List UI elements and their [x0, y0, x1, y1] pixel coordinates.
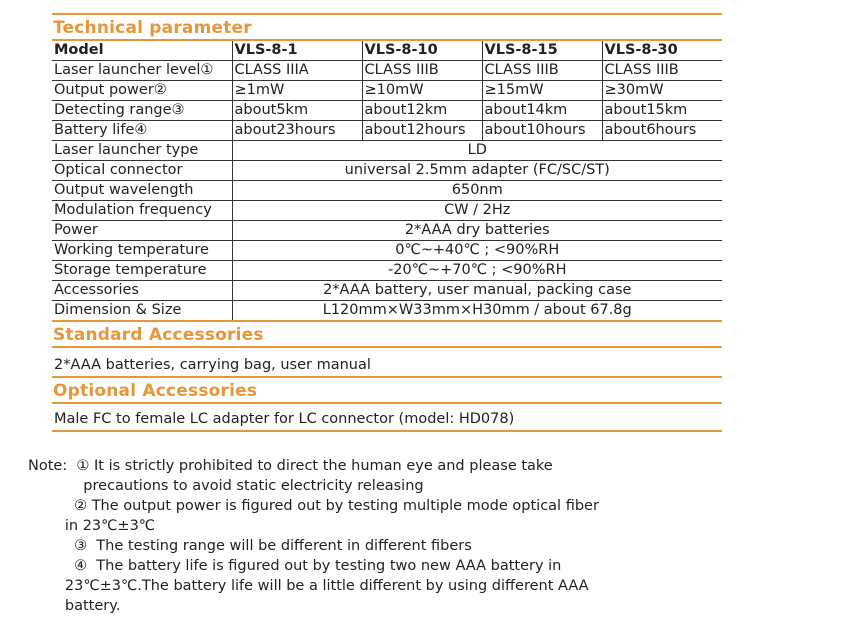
table-row	[52, 181, 722, 201]
table-row	[52, 61, 722, 81]
table-header-row	[52, 41, 722, 61]
table-cell: about23hours	[232, 121, 362, 141]
table-cell: VLS-8-15	[482, 41, 602, 61]
table-cell: Laser launcher level①	[52, 61, 232, 81]
table-cell: about12km	[362, 101, 482, 121]
table-cell: universal 2.5mm adapter (FC/SC/ST)	[232, 161, 722, 181]
table-cell: Laser launcher type	[52, 141, 232, 161]
table-cell: Accessories	[52, 281, 232, 301]
table-cell: Output wavelength	[52, 181, 232, 201]
table-cell: 650nm	[232, 181, 722, 201]
table-cell: about14km	[482, 101, 602, 121]
table-row	[52, 281, 722, 301]
technical-parameter-table	[52, 41, 722, 320]
table-row	[52, 161, 722, 181]
table-cell: L120mm×W33mm×H30mm / about 67.8g	[232, 301, 722, 321]
table-cell: ≥15mW	[482, 81, 602, 101]
standard-accessories-text: 2*AAA batteries, carrying bag, user manual	[54, 357, 371, 373]
table-row	[52, 121, 722, 141]
table-cell: 2*AAA battery, user manual, packing case	[232, 281, 722, 301]
note-line: precautions to avoid static electricity releasing	[28, 478, 424, 494]
spec-sheet	[52, 0, 722, 432]
table-cell: Power	[52, 221, 232, 241]
optional-accessories-title: Optional Accessories	[53, 381, 258, 401]
table-row	[52, 261, 722, 281]
table-cell: VLS-8-10	[362, 41, 482, 61]
note-line: battery.	[28, 598, 121, 614]
table-cell: ≥10mW	[362, 81, 482, 101]
table-cell: Model	[52, 41, 232, 61]
table-cell: Optical connector	[52, 161, 232, 181]
table-row	[52, 201, 722, 221]
table-cell: about15km	[602, 101, 722, 121]
note-line: Note: ① It is strictly prohibited to direct the human eye and please take	[28, 458, 553, 474]
note-line: 23℃±3℃.The battery life will be a little different by using different AAA	[28, 578, 589, 594]
table-row	[52, 221, 722, 241]
optional-accessories-text: Male FC to female LC adapter for LC connector (model: HD078)	[54, 411, 515, 427]
table-cell: VLS-8-1	[232, 41, 362, 61]
bottom-rule	[52, 430, 722, 432]
table-cell: Output power②	[52, 81, 232, 101]
table-cell: Detecting range③	[52, 101, 232, 121]
table-cell: Dimension & Size	[52, 301, 232, 321]
note-line: ② The output power is figured out by testing multiple mode optical fiber	[28, 498, 599, 514]
table-cell: 0℃~+40℃ ; <90%RH	[232, 241, 722, 261]
notes	[28, 456, 728, 616]
technical-title: Technical parameter	[53, 18, 252, 38]
table-cell: about12hours	[362, 121, 482, 141]
table-row	[52, 101, 722, 121]
note-line: ③ The testing range will be different in different fibers	[28, 538, 472, 554]
table-cell: ≥30mW	[602, 81, 722, 101]
table-row	[52, 301, 722, 321]
table-cell: CLASS IIIB	[482, 61, 602, 81]
table-cell: about5km	[232, 101, 362, 121]
note-line: in 23℃±3℃	[28, 518, 156, 534]
table-cell: Battery life④	[52, 121, 232, 141]
table-cell: about10hours	[482, 121, 602, 141]
table-cell: 2*AAA dry batteries	[232, 221, 722, 241]
table-cell: -20℃~+70℃ ; <90%RH	[232, 261, 722, 281]
table-cell: CLASS IIIB	[602, 61, 722, 81]
table-cell: Working temperature	[52, 241, 232, 261]
table-cell: Modulation frequency	[52, 201, 232, 221]
table-cell: about6hours	[602, 121, 722, 141]
table-cell: CW / 2Hz	[232, 201, 722, 221]
table-cell: CLASS IIIB	[362, 61, 482, 81]
note-line: ④ The battery life is figured out by testing two new AAA battery in	[28, 558, 562, 574]
table-cell: ≥1mW	[232, 81, 362, 101]
table-cell: VLS-8-30	[602, 41, 722, 61]
table-row	[52, 141, 722, 161]
standard-accessories-title: Standard Accessories	[53, 325, 264, 345]
table-row	[52, 241, 722, 261]
table-cell: LD	[232, 141, 722, 161]
table-cell: Storage temperature	[52, 261, 232, 281]
table-row	[52, 81, 722, 101]
table-cell: CLASS IIIA	[232, 61, 362, 81]
